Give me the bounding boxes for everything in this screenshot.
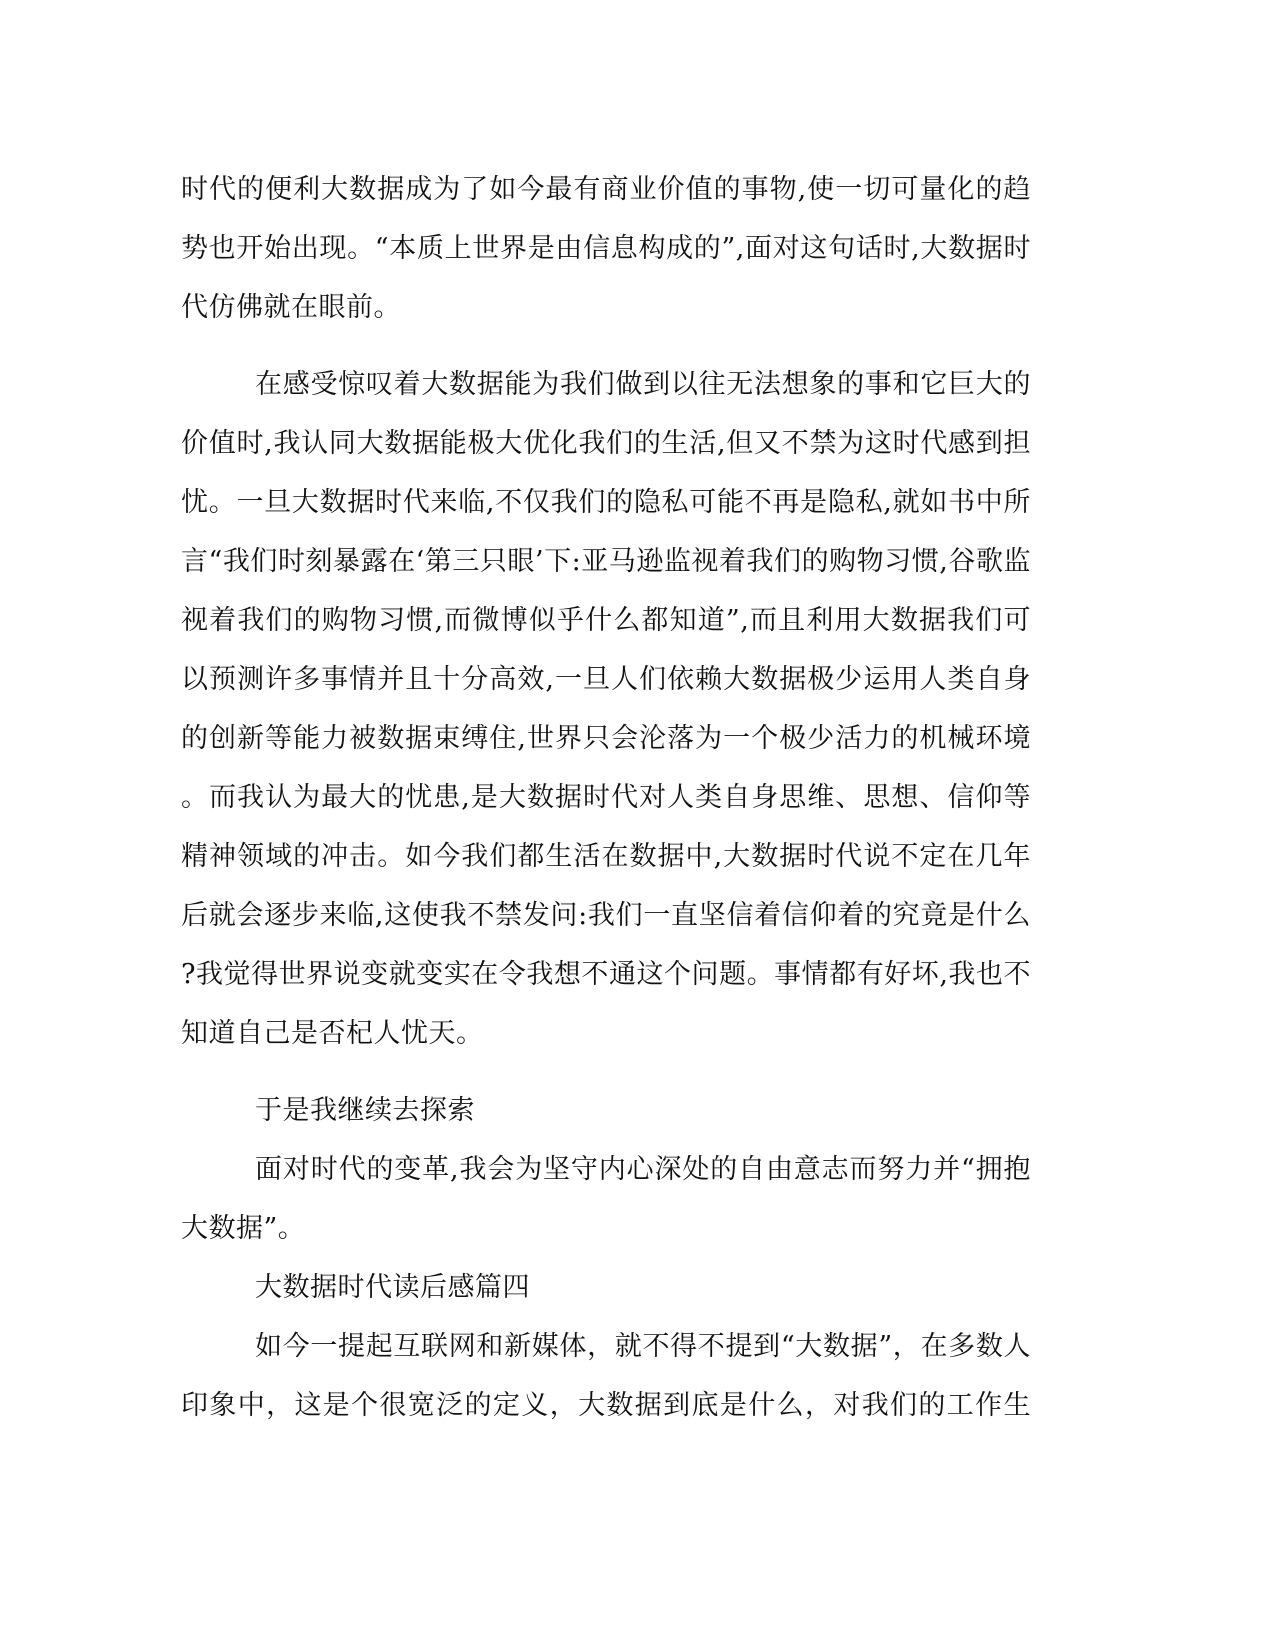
text-line: 代仿佛就在眼前。 [181,292,401,323]
text-line: 。而我认为最大的忧患,是大数据时代对人类自身思维、思想、信仰等 [181,782,1031,813]
text-line: 后就会逐步来临,这使我不禁发问:我们一直坚信着信仰着的究竟是什么 [181,900,1031,931]
paragraph-gap [181,1063,1031,1081]
paragraph [181,160,1031,337]
text-line: 言“我们时刻暴露在‘第三只眼’下:亚马逊监视着我们的购物习惯,谷歌监 [181,546,1031,577]
text-line: 时代的便利大数据成为了如今最有商业价值的事物,使一切可量化的趋 [181,174,1031,205]
text-line: ?我觉得世界说变就变实在令我想不通这个问题。事情都有好坏,我也不 [181,959,1031,990]
text-line: 面对时代的变革,我会为坚守内心深处的自由意志而努力并“拥抱 [255,1154,1031,1185]
text-line: 如今一提起互联网和新媒体，就不得不提到“大数据”，在多数人 [255,1331,1031,1362]
paragraph-gap [181,337,1031,355]
paragraph [181,355,1031,1063]
text-line: 的创新等能力被数据束缚住,世界只会沦落为一个极少活力的机械环境 [181,723,1031,754]
heading-text: 大数据时代读后感篇四 [255,1272,530,1303]
text-line: 视着我们的购物习惯,而微博似乎什么都知道”,而且利用大数据我们可 [181,605,1031,636]
document-page [181,160,1031,1435]
paragraph [181,1140,1031,1258]
text-line: 忧。一旦大数据时代来临,不仅我们的隐私可能不再是隐私,就如书中所 [181,487,1031,518]
text-line: 价值时,我认同大数据能极大优化我们的生活,但又不禁为这时代感到担 [181,428,1031,459]
text-line: 在感受惊叹着大数据能为我们做到以往无法想象的事和它巨大的 [255,369,1031,400]
text-line: 于是我继续去探索 [255,1095,475,1126]
text-line: 势也开始出现。“本质上世界是由信息构成的”,面对这句话时,大数据时 [181,233,1031,264]
section-heading [181,1258,1031,1317]
text-line: 以预测许多事情并且十分高效,一旦人们依赖大数据极少运用人类自身 [181,664,1031,695]
paragraph [181,1317,1031,1435]
text-line: 知道自己是否杞人忧天。 [181,1018,484,1049]
text-line: 大数据”。 [181,1213,306,1244]
paragraph [181,1081,1031,1140]
text-line: 印象中，这是个很宽泛的定义，大数据到底是什么，对我们的工作生 [181,1390,1031,1421]
text-line: 精神领域的冲击。如今我们都生活在数据中,大数据时代说不定在几年 [181,841,1031,872]
